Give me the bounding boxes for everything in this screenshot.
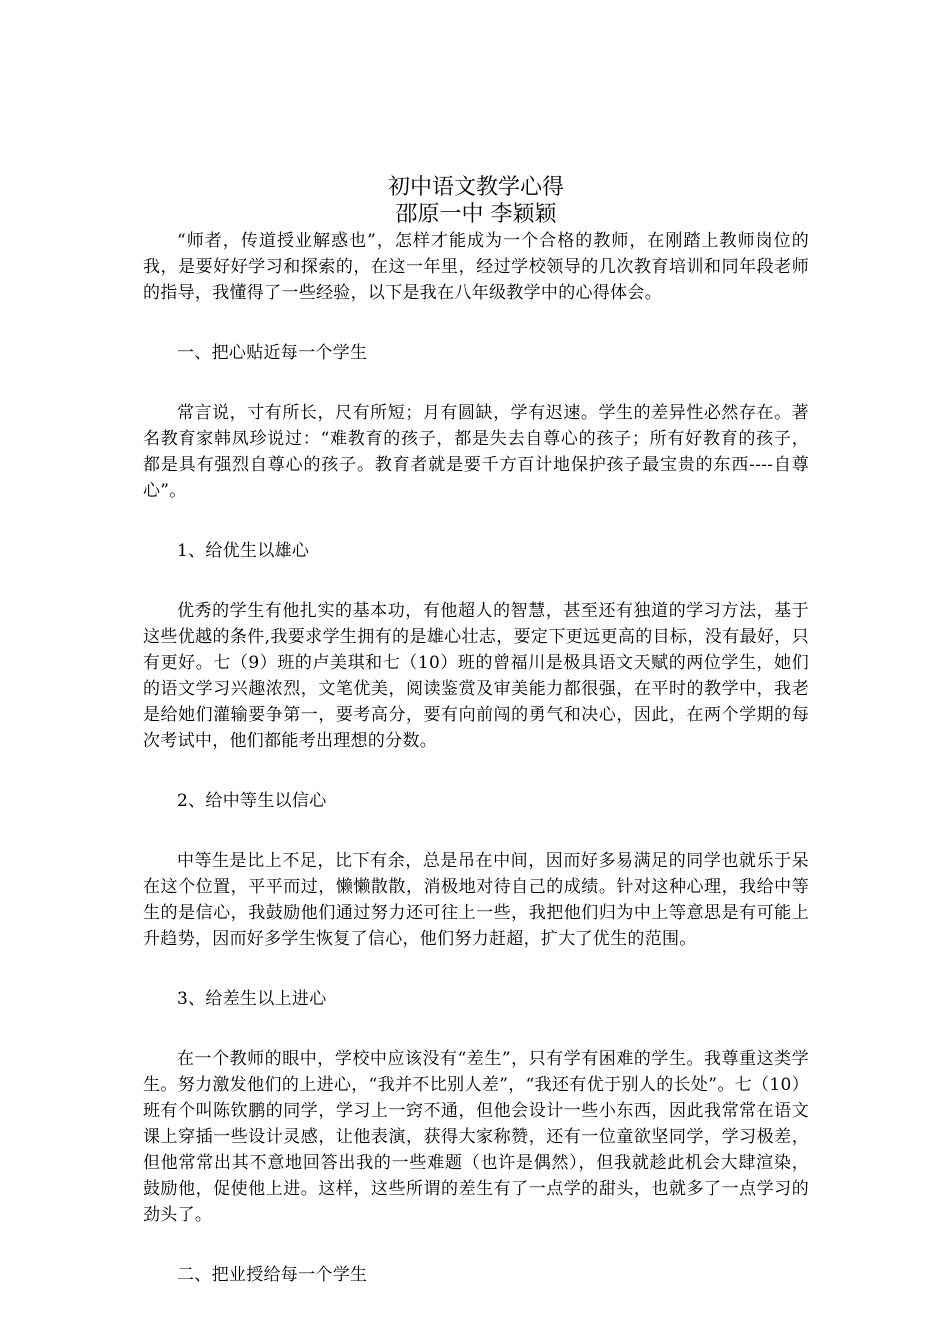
document-title: 初中语文教学心得 xyxy=(387,175,564,200)
section-paragraph: 常言说，寸有所长，尺有所短；月有圆缺，学有迟速。学生的差异性必然存在。著名教育家韩凤珍说过：“难教育的孩子，都是失去自尊心的孩子；所有好教育的孩子，都是具有强烈自尊心的孩子。教育者就是要千方百计地保护孩子最宝贵的东西----自尊心”。 xyxy=(143,403,809,501)
section-paragraph: 优秀的学生有他扎实的基本功，有他超人的智慧，甚至还有独道的学习方法，基于这些优越的条件,我要求学生拥有的是雄心壮志，要定下更远更高的目标，没有最好，只有更好。七（9）班的卢美琪和七（10）班的曾福川是极具语文天赋的两位学生，她们的语文学习兴趣浓烈，文笔优美，阅读鉴赏及审美能力都很强，在平时的教学中，我老是给她们灌输要争第一，要考高分，要有向前闯的勇气和决心，因此，在两个学期的每次考试中，他们都能考出理想的分数。 xyxy=(143,601,809,751)
document-content xyxy=(143,174,809,1288)
section-heading: 1、给优生以雄心 xyxy=(177,541,310,561)
section-paragraph: 中等生是比上不足，比下有余，总是吊在中间，因而好多易满足的同学也就乐于呆在这个位置，平平而过，懒懒散散，消极地对待自己的成绩。针对这种心理，我给中等生的是信心，我鼓励他们通过努力还可往上一些，我把他们归为中上等意思是有可能上升趋势，因而好多学生恢复了信心，他们努力赶超，扩大了优生的范围。 xyxy=(143,851,809,949)
intro-paragraph: “师者，传道授业解惑也”，怎样才能成为一个合格的教师，在刚踏上教师岗位的我，是要好好学习和探索的，在这一年里，经过学校领导的几次教育培训和同年段老师的指导，我懂得了一些经验，以下是我在八年级教学中的心得体会。 xyxy=(143,231,809,303)
section-heading: 二、把业授给每一个学生 xyxy=(177,1265,368,1285)
section-heading: 3、给差生以上进心 xyxy=(177,989,327,1009)
section-heading: 一、把心贴近每一个学生 xyxy=(177,343,368,363)
section-heading: 2、给中等生以信心 xyxy=(177,791,327,811)
section-paragraph: 在一个教师的眼中，学校中应该没有“差生”，只有学有困难的学生。我尊重这类学生。努力激发他们的上进心，“我并不比别人差”，“我还有优于别人的长处”。七（10）班有个叫陈钦鹏的同学，学习上一窍不通，但他会设计一些小东西，因此我常常在语文课上穿插一些设计灵感，让他表演，获得大家称赞，还有一位童欲坚同学，学习极差，但他常常出其不意地回答出我的一些难题（也许是偶然），但我就趁此机会大肆渲染，鼓励他，促使他上进。这样，这些所谓的差生有了一点学的甜头，也就多了一点学习的劲头了。 xyxy=(143,1049,809,1225)
document-author: 邵原一中 李颖颖 xyxy=(395,202,557,227)
